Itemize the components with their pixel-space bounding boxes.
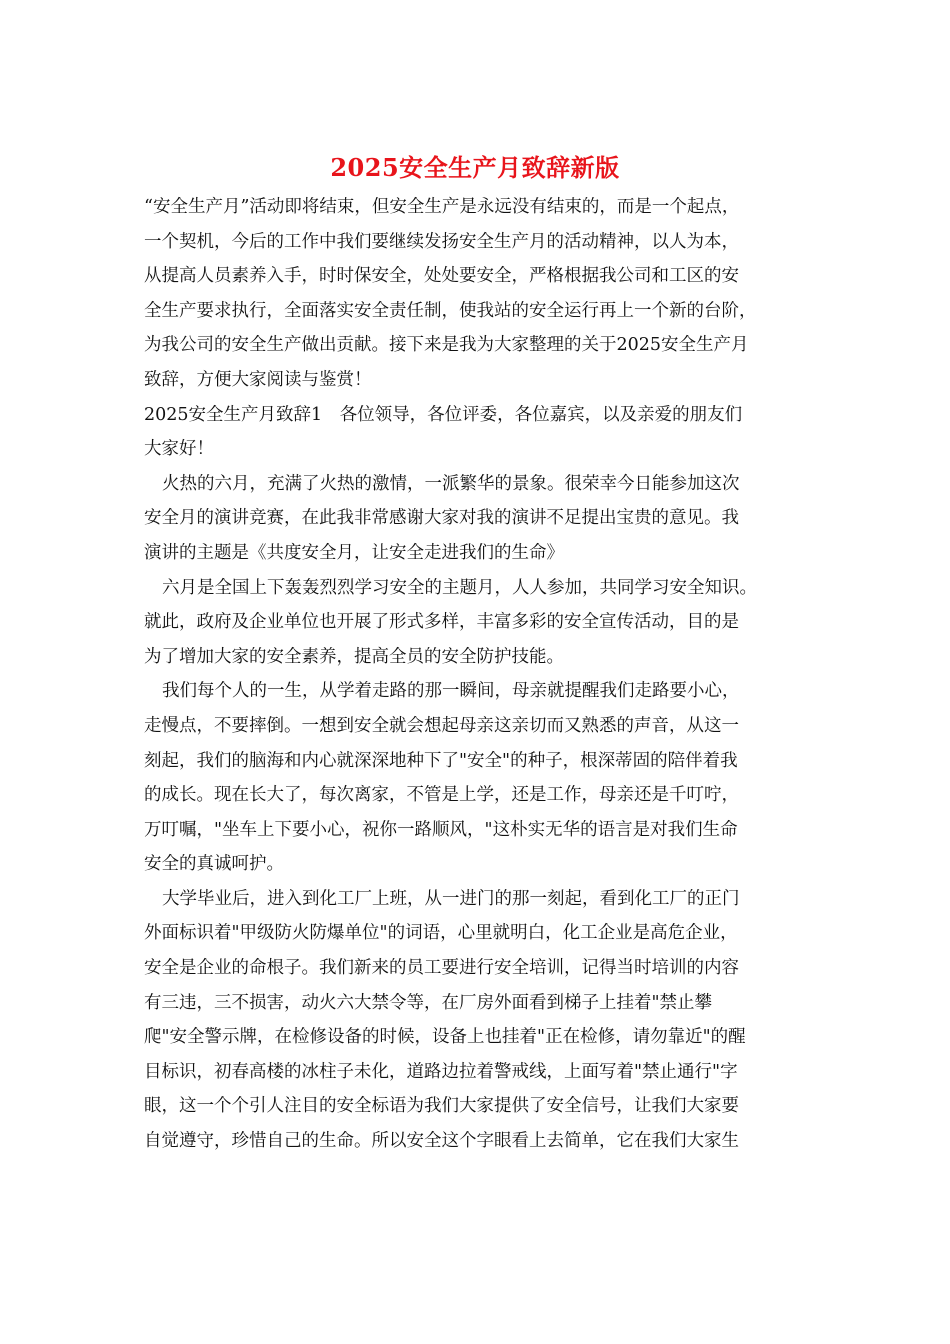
paragraph-first-line: 我们每个人的一生，从学着走路的那一瞬间，母亲就提醒我们走路要小心，: [162, 681, 740, 702]
text-line: 大家好！: [144, 439, 214, 460]
paragraph-first-line: 大学毕业后，进入到化工厂上班，从一进门的那一刻起，看到化工厂的正门: [162, 888, 740, 909]
document-body: [144, 190, 810, 1159]
text-line: 刻起，我们的脑海和内心就深深地种下了"安全"的种子，根深蒂固的陪伴着我: [144, 750, 738, 771]
paragraph-first-line: 火热的六月，充满了火热的激情，一派繁华的景象。很荣幸今日能参加这次: [162, 473, 740, 494]
text-line: 演讲的主题是《共度安全月，让安全走进我们的生命》: [144, 542, 564, 563]
text-line: 全生产要求执行，全面落实安全责任制，使我站的安全运行再上一个新的台阶，: [144, 300, 757, 321]
document-title: 2025安全生产月致辞新版: [330, 153, 620, 182]
text-line: 从提高人员素养入手，时时保安全，处处要安全，严格根据我公司和工区的安: [144, 266, 739, 287]
paragraph-first-line: 六月是全国上下轰轰烈烈学习安全的主题月，人人参加，共同学习安全知识。: [162, 577, 757, 598]
text-line: 2025安全生产月致辞1 各位领导，各位评委，各位嘉宾，以及亲爱的朋友们: [144, 404, 743, 425]
text-line: 一个契机，今后的工作中我们要继续发扬安全生产月的活动精神，以人为本，: [144, 231, 739, 252]
text-line: 就此，政府及企业单位也开展了形式多样，丰富多彩的安全宣传活动，目的是: [144, 612, 739, 633]
text-line: 有三违，三不损害，动火六大禁令等，在厂房外面看到梯子上挂着"禁止攀: [144, 992, 713, 1013]
text-line: 眼，这一个个引人注目的安全标语为我们大家提供了安全信号，让我们大家要: [144, 1096, 739, 1117]
text-line: “安全生产月”活动即将结束，但安全生产是永远没有结束的，而是一个起点，: [144, 197, 740, 217]
text-line: 安全的真诚呵护。: [144, 854, 284, 875]
text-line: 为我公司的安全生产做出贡献。接下来是我为大家整理的关于2025安全生产月: [144, 335, 749, 356]
text-line: 目标识，初春高楼的冰柱子未化，道路边拉着警戒线，上面写着"禁止通行"字: [144, 1061, 738, 1082]
text-line: 万叮嘱，"坐车上下要小心，祝你一路顺风，"这朴实无华的语言是对我们生命: [144, 819, 738, 840]
text-line: 的成长。现在长大了，每次离家，不管是上学，还是工作，母亲还是千叮咛，: [144, 785, 739, 806]
text-line: 走慢点，不要摔倒。一想到安全就会想起母亲这亲切而又熟悉的声音，从这一: [144, 715, 739, 736]
text-line: 外面标识着"甲级防火防爆单位"的词语，心里就明白，化工企业是高危企业，: [144, 923, 738, 944]
text-line: 自觉遵守，珍惜自己的生命。所以安全这个字眼看上去简单，它在我们大家生: [144, 1131, 739, 1152]
text-line: 致辞，方便大家阅读与鉴赏！: [144, 369, 372, 390]
text-line: 为了增加大家的安全素养，提高全员的安全防护技能。: [144, 646, 564, 667]
text-line: 安全是企业的命根子。我们新来的员工要进行安全培训，记得当时培训的内容: [144, 958, 739, 979]
text-line: 安全月的演讲竞赛，在此我非常感谢大家对我的演讲不足提出宝贵的意见。我: [144, 508, 739, 529]
text-line: 爬"安全警示牌，在检修设备的时候，设备上也挂着"正在检修，请勿靠近"的醒: [144, 1027, 746, 1048]
